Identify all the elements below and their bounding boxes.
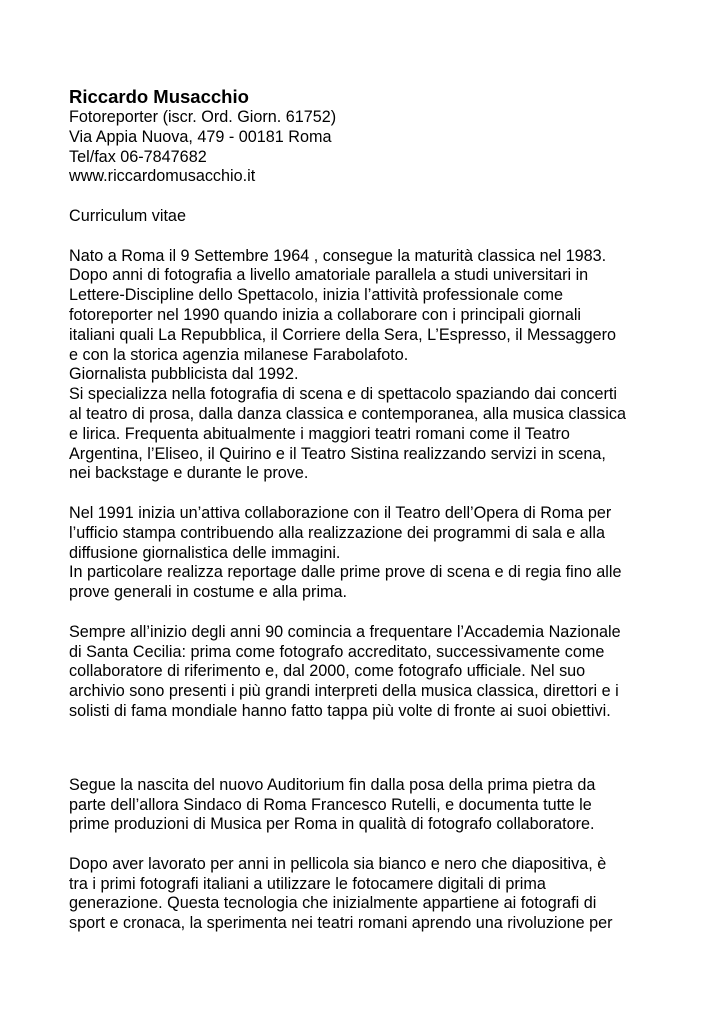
paragraph-line: Segue la nascita del nuovo Auditorium fin dalla posa della prima pietra da: [69, 775, 596, 794]
paragraph-line: italiani quali La Repubblica, il Corriere della Sera, L’Espresso, il Messaggero: [69, 325, 617, 344]
paragraph-line: parte dell’allora Sindaco di Roma Francesco Rutelli, e documenta tutte le: [69, 795, 592, 814]
website-link[interactable]: www.riccardomusacchio.it: [69, 167, 256, 186]
paragraph-line: Dopo aver lavorato per anni in pellicola sia bianco e nero che diapositiva, è: [69, 854, 607, 873]
paragraph-line: Giornalista pubblicista dal 1992.: [69, 365, 299, 384]
paragraph-1: [69, 247, 669, 485]
curriculum-heading: Curriculum vitae: [69, 206, 186, 225]
paragraph-line: tra i primi fotografi italiani a utilizzare le fotocamere digitali di prima: [69, 874, 546, 893]
paragraph-line: nei backstage e durante le prove.: [69, 464, 309, 483]
document-page: [69, 86, 669, 934]
paragraph-line: Lettere-Discipline dello Spettacolo, inizia l’attività professionale come: [69, 286, 563, 305]
paragraph-3: [69, 623, 669, 722]
profession-line: Fotoreporter (iscr. Ord. Giorn. 61752): [69, 108, 337, 126]
document-heading: [69, 207, 669, 227]
paragraph-line: Si specializza nella fotografia di scena e di spettacolo spaziando dai concerti: [69, 385, 618, 404]
paragraph-4: [69, 776, 669, 835]
contact-header: [69, 86, 669, 187]
paragraph-line: diffusione giornalistica delle immagini.: [69, 543, 341, 562]
paragraph-line: Dopo anni di fotografia a livello amatoriale parallela a studi universitari in: [69, 266, 589, 285]
paragraph-line: Nato a Roma il 9 Settembre 1964 , consegue la maturità classica nel 1983.: [69, 246, 607, 265]
paragraph-line: collaboratore di riferimento e, dal 2000, come fotografo ufficiale. Nel suo: [69, 662, 586, 681]
paragraph-line: fotoreporter nel 1990 quando inizia a collaborare con i principali giornali: [69, 305, 582, 324]
address-line: Via Appia Nuova, 479 - 00181 Roma: [69, 127, 332, 146]
paragraph-2: [69, 504, 669, 603]
paragraph-line: di Santa Cecilia: prima come fotografo accreditato, successivamente come: [69, 642, 605, 661]
paragraph-line: sport e cronaca, la sperimenta nei teatri romani aprendo una rivoluzione per: [69, 914, 613, 933]
paragraph-line: l’ufficio stampa contribuendo alla realizzazione dei programmi di sala e alla: [69, 523, 605, 542]
paragraph-line: prove generali in costume e alla prima.: [69, 583, 348, 602]
paragraph-line: al teatro di prosa, dalla danza classica e contemporanea, alla musica classica: [69, 404, 626, 423]
paragraph-line: Sempre all’inizio degli anni 90 comincia a frequentare l’Accademia Nazionale: [69, 622, 621, 641]
paragraph-line: generazione. Questa tecnologia che inizialmente appartiene ai fotografi di: [69, 894, 597, 913]
author-name: Riccardo Musacchio: [69, 86, 249, 107]
phone-line: Tel/fax 06-7847682: [69, 147, 207, 166]
paragraph-line: Nel 1991 inizia un’attiva collaborazione con il Teatro dell’Opera di Roma per: [69, 503, 612, 522]
paragraph-line: prime produzioni di Musica per Roma in qualità di fotografo collaboratore.: [69, 815, 595, 834]
paragraph-line: In particolare realizza reportage dalle prime prove di scena e di regia fino alle: [69, 563, 622, 582]
paragraph-line: e con la storica agenzia milanese Farabolafoto.: [69, 345, 409, 364]
paragraph-line: e lirica. Frequenta abitualmente i maggiori teatri romani come il Teatro: [69, 424, 570, 443]
paragraph-5: [69, 855, 669, 934]
paragraph-line: solisti di fama mondiale hanno fatto tappa più volte di fronte ai suoi obiettivi.: [69, 701, 611, 720]
paragraph-line: Argentina, l’Eliseo, il Quirino e il Teatro Sistina realizzando servizi in scena,: [69, 444, 606, 463]
paragraph-line: archivio sono presenti i più grandi interpreti della musica classica, direttori e i: [69, 682, 619, 701]
